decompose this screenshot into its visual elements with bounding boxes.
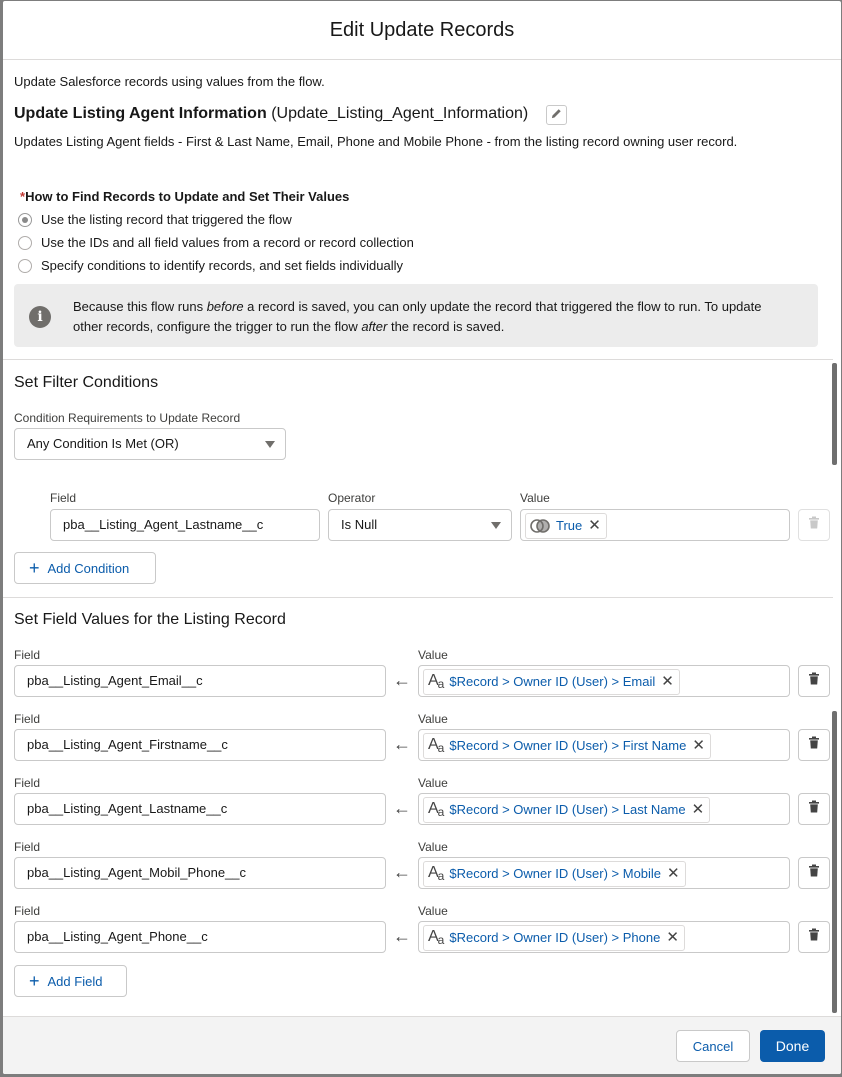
delete-field-button[interactable] xyxy=(798,793,830,825)
info-notice xyxy=(14,284,818,347)
condition-requirements-label: Condition Requirements to Update Record xyxy=(14,411,241,425)
field-label: Field xyxy=(14,840,41,854)
boolean-toggle-icon xyxy=(530,519,550,533)
close-icon[interactable]: ✕ xyxy=(588,517,601,534)
chevron-down-icon xyxy=(491,522,501,529)
delete-field-button[interactable] xyxy=(798,729,830,761)
trash-icon xyxy=(808,800,820,818)
value-label: Value xyxy=(418,648,448,662)
close-icon[interactable]: ✕ xyxy=(666,929,679,946)
value-label: Value xyxy=(418,776,448,790)
trash-icon xyxy=(808,736,820,754)
value-pill[interactable]: $A_a$ $Record > Owner ID (User) > Last Name ✕ xyxy=(423,797,710,823)
value-input[interactable] xyxy=(418,857,790,889)
modal-title: Edit Update Records xyxy=(329,19,515,41)
delete-field-button[interactable] xyxy=(798,857,830,889)
value-label: Value xyxy=(418,712,448,726)
value-pill[interactable]: $A_a$ $Record > Owner ID (User) > Mobile ✕ xyxy=(423,861,686,887)
close-icon[interactable]: ✕ xyxy=(692,737,705,754)
chevron-down-icon xyxy=(265,441,275,448)
element-label-row xyxy=(14,105,528,123)
trash-icon xyxy=(808,516,820,534)
radio-button[interactable] xyxy=(18,259,32,273)
modal-header xyxy=(3,1,841,60)
add-field-button[interactable]: + Add Field xyxy=(14,965,127,997)
field-values-heading: Set Field Values for the Listing Record xyxy=(14,611,286,628)
close-icon[interactable]: ✕ xyxy=(661,673,674,690)
find-records-label: *How to Find Records to Update and Set Their Values xyxy=(20,189,350,204)
condition-field-input[interactable]: pba__Listing_Agent_Lastname__c xyxy=(50,509,320,541)
trash-icon xyxy=(808,864,820,882)
text-type-icon: $A_a$ xyxy=(428,927,444,947)
field-input[interactable]: pba__Listing_Agent_Email__c xyxy=(14,665,386,697)
field-input[interactable]: pba__Listing_Agent_Mobil_Phone__c xyxy=(14,857,386,889)
value-input[interactable] xyxy=(418,921,790,953)
trash-icon xyxy=(808,928,820,946)
element-summary: Updates Listing Agent fields - First & Last Name, Email, Phone and Mobile Phone - from the listing record owning user record. xyxy=(14,134,738,149)
value-input[interactable] xyxy=(418,729,790,761)
add-condition-button[interactable]: + Add Condition xyxy=(14,552,156,584)
pencil-icon xyxy=(551,106,562,124)
radio-button[interactable] xyxy=(18,236,32,250)
value-pill[interactable]: $A_a$ $Record > Owner ID (User) > Phone ✕ xyxy=(423,925,685,951)
radio-option-specify-conditions[interactable] xyxy=(18,258,403,273)
text-type-icon: $A_a$ xyxy=(428,671,444,691)
edit-label-button[interactable] xyxy=(546,105,567,125)
info-icon: i xyxy=(29,306,51,328)
text-type-icon: $A_a$ xyxy=(428,735,444,755)
field-label: Field xyxy=(14,648,41,662)
filter-scrollbar[interactable] xyxy=(832,363,837,465)
arrow-left-icon: ← xyxy=(393,734,411,754)
condition-operator-label: Operator xyxy=(328,491,376,505)
element-label: Update Listing Agent Information xyxy=(14,105,267,122)
value-input[interactable] xyxy=(418,665,790,697)
plus-icon: + xyxy=(29,970,40,991)
radio-label: Use the listing record that triggered the flow xyxy=(41,212,292,227)
radio-button-checked[interactable] xyxy=(18,213,32,227)
cancel-button[interactable]: Cancel xyxy=(676,1030,750,1062)
element-api-name: (Update_Listing_Agent_Information) xyxy=(271,105,529,122)
condition-field-label: Field xyxy=(50,491,77,505)
field-input[interactable]: pba__Listing_Agent_Phone__c xyxy=(14,921,386,953)
delete-field-button[interactable] xyxy=(798,665,830,697)
condition-value-input[interactable] xyxy=(520,509,790,541)
value-input[interactable] xyxy=(418,793,790,825)
value-label: Value xyxy=(418,840,448,854)
required-marker: * xyxy=(20,189,26,204)
done-button[interactable]: Done xyxy=(760,1030,825,1062)
plus-icon: + xyxy=(29,557,40,578)
value-label: Value xyxy=(418,904,448,918)
section-divider xyxy=(3,359,833,360)
arrow-left-icon: ← xyxy=(393,926,411,946)
field-label: Field xyxy=(14,776,41,790)
arrow-left-icon: ← xyxy=(393,798,411,818)
field-input[interactable]: pba__Listing_Agent_Lastname__c xyxy=(14,793,386,825)
trash-icon xyxy=(808,672,820,690)
close-icon[interactable]: ✕ xyxy=(691,801,705,818)
info-text: Because this flow runs before a record is saved, you can only update the record that triggered the flow to run. To update other records, configure the trigger to run the flow after the record is saved. xyxy=(73,299,762,334)
radio-option-record-ids[interactable] xyxy=(18,235,414,250)
field-input[interactable]: pba__Listing_Agent_Firstname__c xyxy=(14,729,386,761)
delete-condition-button[interactable] xyxy=(798,509,830,541)
radio-label: Use the IDs and all field values from a record or record collection xyxy=(41,235,414,250)
field-label: Field xyxy=(14,904,41,918)
arrow-left-icon: ← xyxy=(393,670,411,690)
value-pill[interactable]: True ✕ xyxy=(525,513,607,539)
arrow-left-icon: ← xyxy=(393,862,411,882)
edit-update-records-modal xyxy=(3,1,841,1074)
section-divider xyxy=(3,597,833,598)
element-description: Update Salesforce records using values from the flow. xyxy=(14,74,325,89)
field-label: Field xyxy=(14,712,41,726)
delete-field-button[interactable] xyxy=(798,921,830,953)
filter-heading: Set Filter Conditions xyxy=(14,374,159,391)
text-type-icon: $A_a$ xyxy=(428,799,444,819)
modal-footer xyxy=(3,1016,841,1074)
close-icon[interactable]: ✕ xyxy=(667,865,680,882)
value-pill[interactable]: $A_a$ $Record > Owner ID (User) > First Name ✕ xyxy=(423,733,711,759)
field-values-scrollbar[interactable] xyxy=(832,711,837,1013)
radio-label: Specify conditions to identify records, and set fields individually xyxy=(41,258,404,273)
value-pill[interactable]: $A_a$ $Record > Owner ID (User) > Email ✕ xyxy=(423,669,680,695)
condition-value-label: Value xyxy=(520,491,550,505)
condition-operator-select[interactable]: Is Null xyxy=(328,509,512,541)
condition-requirements-select[interactable]: Any Condition Is Met (OR) xyxy=(14,428,286,460)
radio-option-triggering-record[interactable] xyxy=(18,212,292,227)
text-type-icon: $A_a$ xyxy=(428,863,444,883)
